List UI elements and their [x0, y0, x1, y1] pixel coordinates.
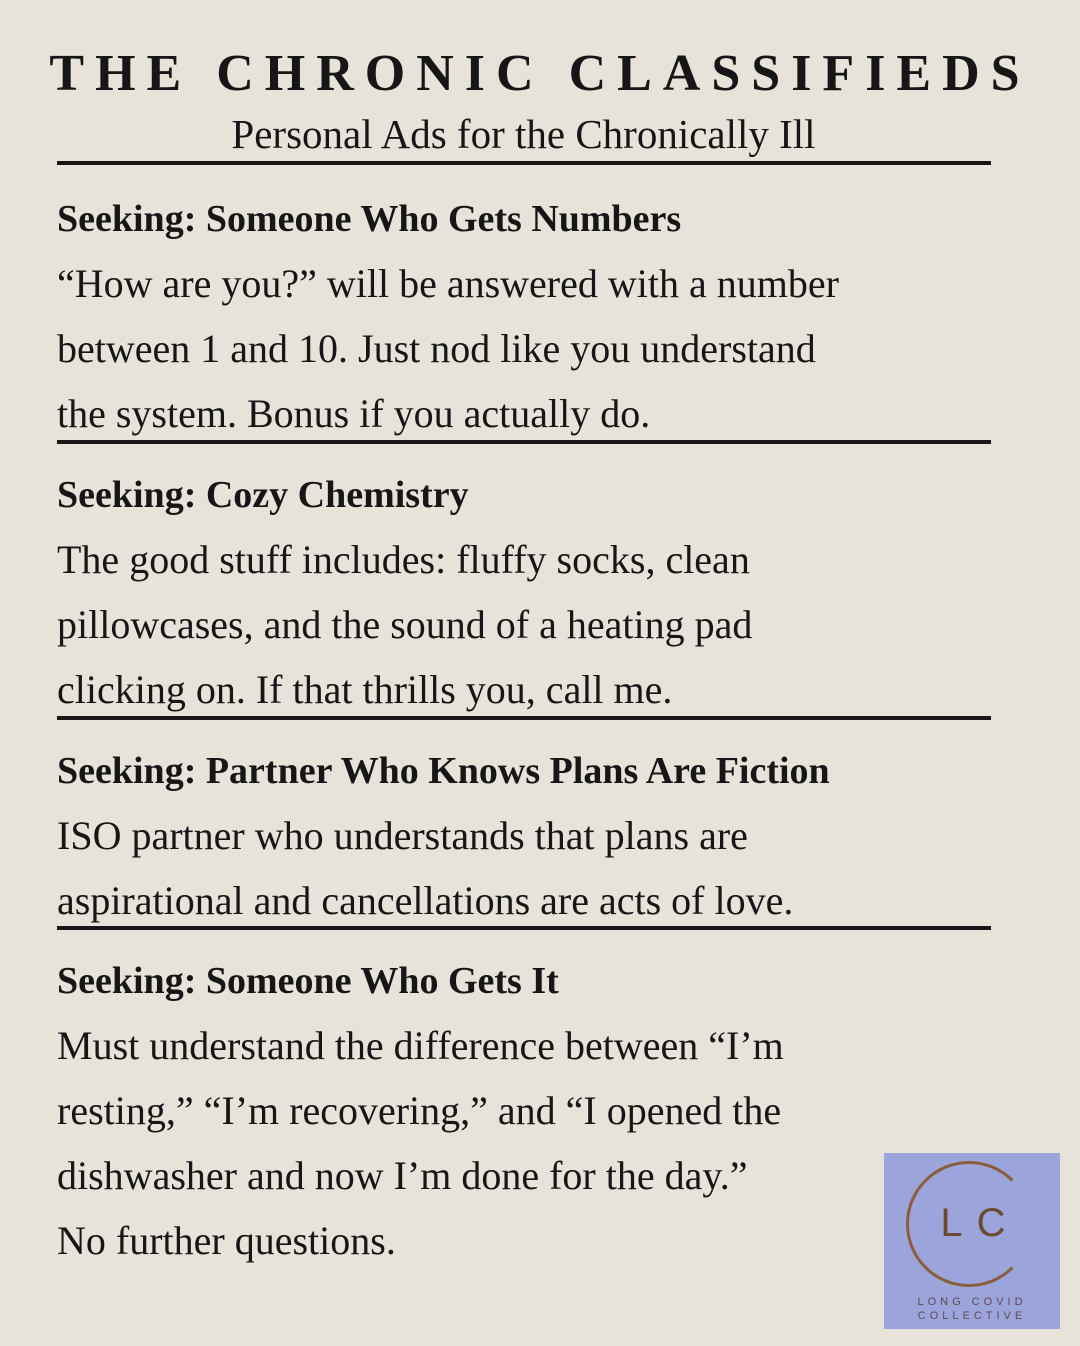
ad-body-line: Must understand the difference between “I’m: [57, 1023, 784, 1068]
ad-plans-fiction: [57, 739, 1017, 933]
ad-divider: [57, 440, 991, 444]
logo-letters: LC: [940, 1201, 1020, 1245]
logo-text-line2: COLLECTIVE: [917, 1310, 1027, 1322]
ad-heading: Seeking: Partner Who Knows Plans Are Fiction: [57, 750, 830, 792]
ad-body-line: “How are you?” will be answered with a number: [57, 261, 839, 306]
ad-body-line: dishwasher and now I’m done for the day.”: [57, 1153, 748, 1198]
ad-gets-it: [57, 949, 1017, 1273]
ad-divider: [57, 716, 991, 720]
ad-body-line: ISO partner who understands that plans are: [57, 813, 748, 858]
ad-body-line: resting,” “I’m recovering,” and “I opened the: [57, 1088, 782, 1133]
ad-divider: [57, 926, 991, 930]
ad-body-line: between 1 and 10. Just nod like you understand: [57, 326, 816, 371]
page-subtitle: Personal Ads for the Chronically Ill: [231, 111, 816, 157]
header-divider: [57, 161, 991, 165]
ad-numbers: [57, 187, 1017, 446]
page-title: THE CHRONIC CLASSIFIEDS: [49, 45, 1031, 102]
ad-body-line: The good stuff includes: fluffy socks, clean: [57, 537, 750, 582]
ad-body-line: clicking on. If that thrills you, call me.: [57, 667, 673, 712]
ad-heading: Seeking: Cozy Chemistry: [57, 474, 469, 516]
ad-body-line: No further questions.: [57, 1218, 396, 1263]
ad-cozy-chemistry: [57, 463, 1017, 722]
long-covid-collective-logo: [884, 1153, 1060, 1329]
ad-body-line: the system. Bonus if you actually do.: [57, 391, 651, 436]
ad-body-line: aspirational and cancellations are acts of love.: [57, 878, 794, 923]
ad-heading: Seeking: Someone Who Gets Numbers: [57, 198, 682, 240]
ad-heading: Seeking: Someone Who Gets It: [57, 960, 559, 1002]
logo-text-line1: LONG COVID: [917, 1296, 1027, 1308]
ad-body-line: pillowcases, and the sound of a heating pad: [57, 602, 753, 647]
